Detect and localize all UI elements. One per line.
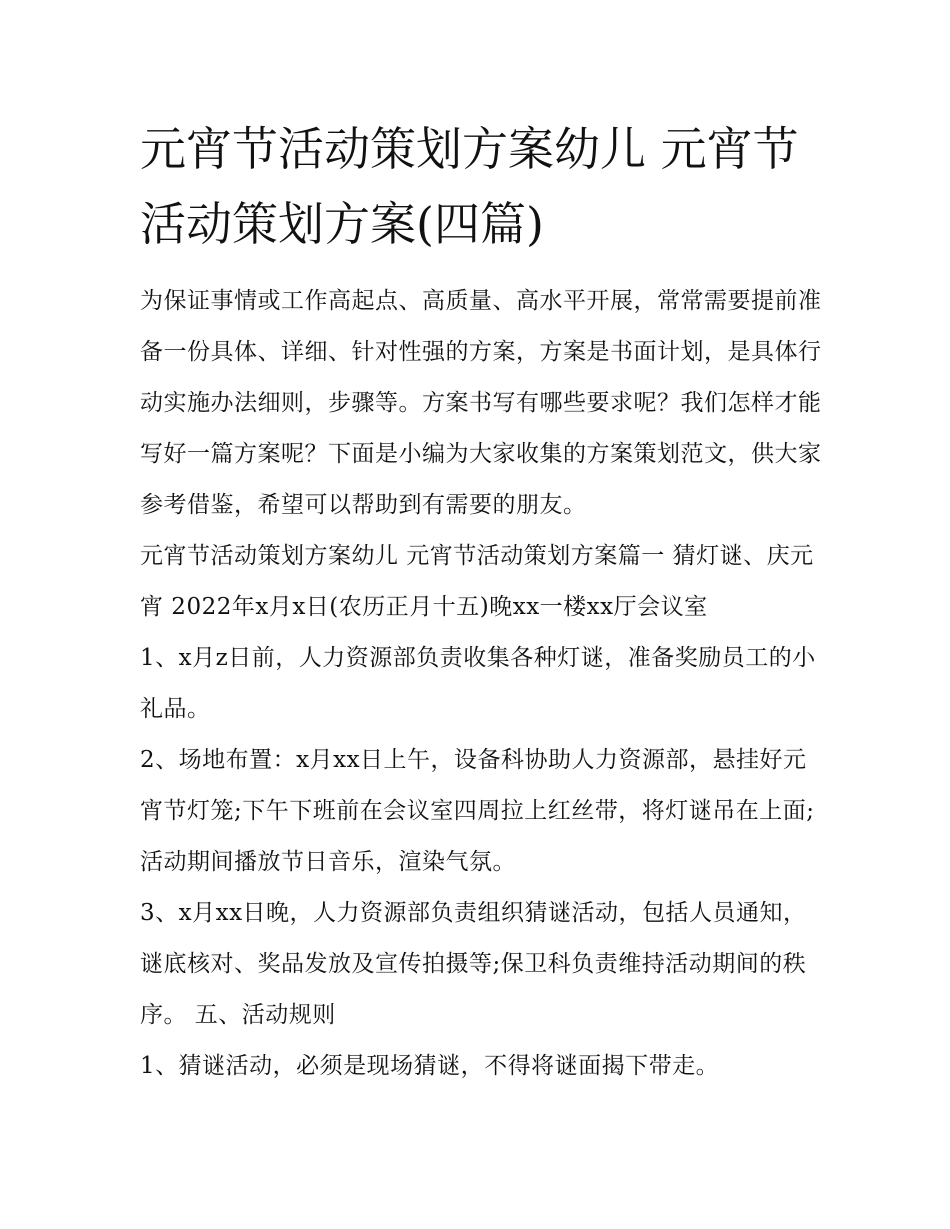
paragraph-rule-1: 1、猜谜活动，必须是现场猜谜，不得将谜面揭下带走。: [140, 1053, 720, 1079]
paragraph-event-info: 元宵节活动策划方案幼儿 元宵节活动策划方案篇一 猜灯谜、庆元宵 2022年x月x日(农历正月十五)晚xx一楼xx厅会议室: [140, 543, 814, 620]
document-title: 元宵节活动策划方案幼儿 元宵节活动策划方案(四篇): [140, 122, 799, 251]
paragraph-intro: 为保证事情或工作高起点、高质量、高水平开展，常常需要提前准备一份具体、详细、针对性强的方案，方案是书面计划，是具体行动实施办法细则，步骤等。方案书写有哪些要求呢？我们怎样才能写好一篇方案呢？下面是小编为大家收集的方案策划范文，供大家参考借鉴，希望可以帮助到有需要的朋友。: [140, 288, 822, 518]
paragraph-item-3: 3、x月xx日晚，人力资源部负责组织猜谜活动，包括人员通知，谜底核对、奖品发放及宣传拍摄等;保卫科负责维持活动期间的秩序。 五、活动规则: [140, 900, 807, 1028]
paragraph-item-2: 2、场地布置：x月xx日上午，设备科协助人力资源部，悬挂好元宵节灯笼;下午下班前在会议室四周拉上红丝带，将灯谜吊在上面;活动期间播放节日音乐，渲染气氛。: [140, 747, 815, 875]
document-body: [140, 276, 830, 1092]
paragraph-item-1: 1、x月z日前，人力资源部负责收集各种灯谜，准备奖励员工的小礼品。: [140, 645, 816, 722]
